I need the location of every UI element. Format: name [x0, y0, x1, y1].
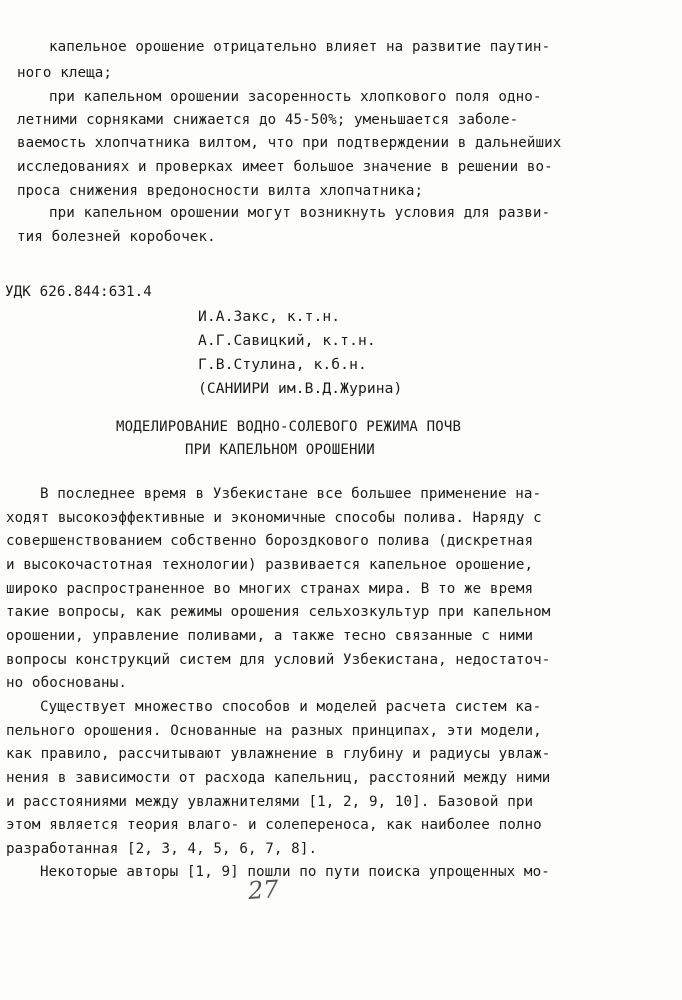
title-line: ПРИ КАПЕЛЬНОМ ОРОШЕНИИ: [185, 442, 375, 458]
text-line: ваемость хлопчатника вилтом, что при подтверждении в дальнейших: [17, 135, 562, 151]
text-line: вопросы конструкций систем для условий Узбекистана, недостаточ-: [6, 652, 551, 668]
author-line: А.Г.Савицкий, к.т.н.: [198, 332, 376, 349]
affiliation: (САНИИРИ им.В.Д.Журина): [198, 380, 403, 397]
text-line: совершенствованием собственно бороздкового полива (дискретная: [6, 533, 534, 549]
text-line: при капельном орошении засоренность хлопкового поля одно-: [49, 89, 542, 105]
text-line: этом является теория влаго- и солепереноса, как наиболее полно: [6, 817, 542, 833]
page-number: 27: [247, 874, 280, 906]
text-line: Некоторые авторы [1, 9] пошли по пути поиска упрощенных мо-: [40, 864, 550, 880]
text-line: и расстояниями между увлажнителями [1, 2, 9, 10]. Базовой при: [6, 794, 534, 810]
text-line: нения в зависимости от расхода капельниц, расстояний между ними: [6, 770, 551, 786]
udk-code: УДК 626.844:631.4: [5, 284, 152, 300]
text-line: ходят высокоэффективные и экономичные способы полива. Наряду с: [6, 510, 542, 526]
text-line: ного клеща;: [17, 65, 113, 81]
text-line: орошении, управление поливами, а также тесно связанные с ними: [6, 628, 534, 644]
text-line: Существует множество способов и моделей расчета систем ка-: [40, 699, 542, 715]
text-line: но обоснованы.: [6, 675, 127, 691]
text-line: летними сорняками снижается до 45-50%; уменьшается заболе-: [17, 112, 519, 128]
text-line: такие вопросы, как режимы орошения сельхозкультур при капельном: [6, 604, 551, 620]
text-line: исследованиях и проверках имеет большое значение в решении во-: [17, 159, 553, 175]
text-line: проса снижения вредоносности вилта хлопчатника;: [17, 183, 424, 199]
text-line: при капельном орошении могут возникнуть условия для разви-: [49, 205, 551, 221]
text-line: и высокочастотная технологии) развивается капельное орошение,: [6, 557, 534, 573]
text-line: тия болезней коробочек.: [17, 229, 216, 245]
text-line: как правило, рассчитывают увлажнение в глубину и радиусы увлаж-: [6, 746, 551, 762]
text-line: разработанная [2, 3, 4, 5, 6, 7, 8].: [6, 841, 318, 857]
title-line: МОДЕЛИРОВАНИЕ ВОДНО-СОЛЕВОГО РЕЖИМА ПОЧВ: [116, 419, 462, 435]
author-line: И.А.Закс, к.т.н.: [198, 308, 341, 325]
text-line: В последнее время в Узбекистане все большее применение на-: [40, 486, 542, 502]
text-line: капельное орошение отрицательно влияет на развитие паутин-: [49, 39, 551, 55]
author-line: Г.В.Стулина, к.б.н.: [198, 356, 367, 373]
text-line: широко распространенное во многих странах мира. В то же время: [6, 581, 534, 597]
text-line: пельного орошения. Основанные на разных принципах, эти модели,: [6, 723, 542, 739]
